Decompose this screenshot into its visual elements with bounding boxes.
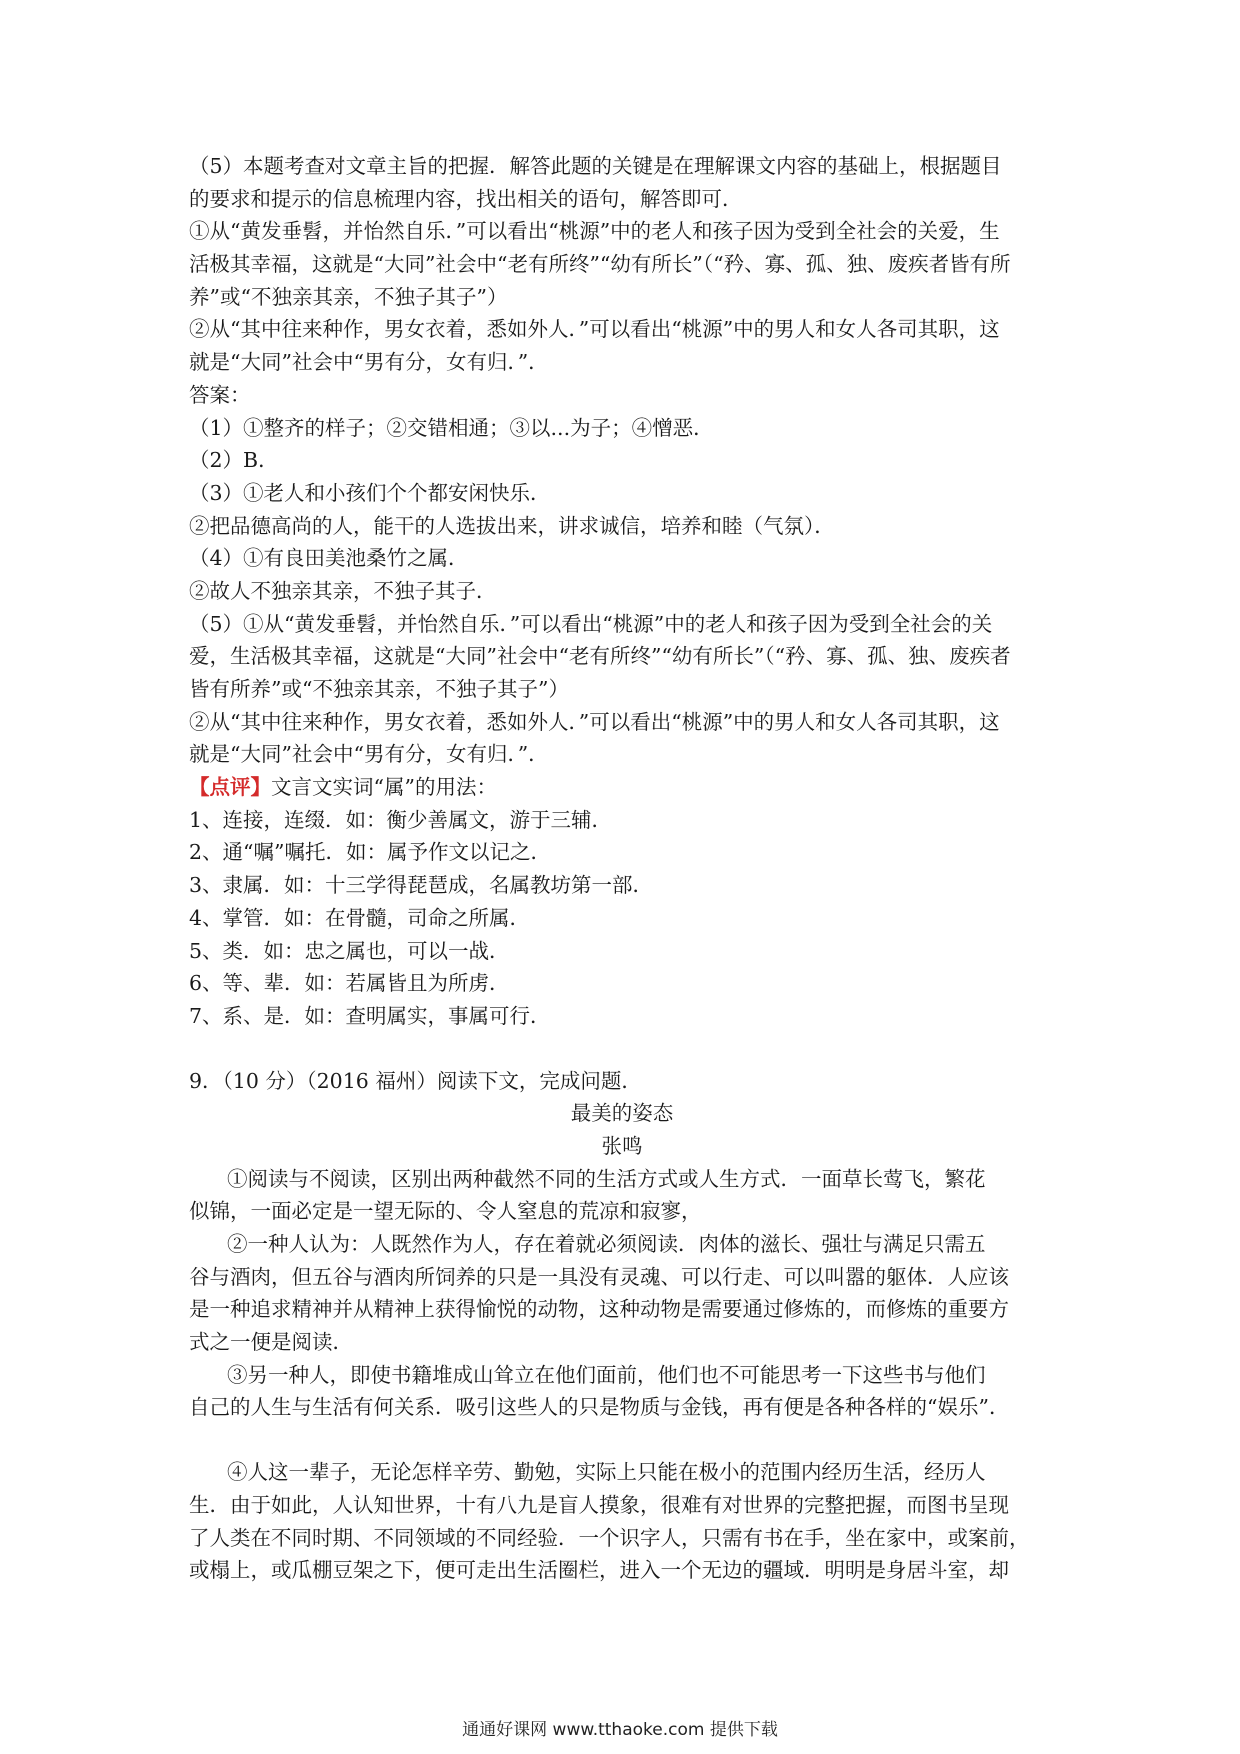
comment-item: 3、隶属．如：十三学得琵琶成，名属教坊第一部． bbox=[189, 873, 654, 898]
analysis-line: （5）本题考查对文章主旨的把握．解答此题的关键是在理解课文内容的基础上，根据题目 bbox=[189, 154, 1002, 178]
paragraph-line: 是一种追求精神并从精神上获得愉悦的动物，这种动物是需要通过修炼的，而修炼的重要方 bbox=[189, 1297, 1009, 1322]
comment-tag: 【点评】 bbox=[189, 775, 271, 800]
comment-item: 4、掌管．如：在骨髓，司命之所属． bbox=[189, 905, 531, 930]
analysis-line: 的要求和提示的信息梳理内容，找出相关的语句，解答即可． bbox=[189, 186, 743, 211]
comment-intro bbox=[189, 771, 1055, 804]
answer-line: ②从“其中往来种作，男女衣着，悉如外人．”可以看出“桃源”中的男人和女人各司其职，这 bbox=[189, 709, 1000, 734]
section-gap bbox=[189, 1033, 1055, 1065]
paragraph-line: 生．由于如此，人认知世界，十有八九是盲人摸象，很难有对世界的完整把握，而图书呈现 bbox=[189, 1492, 1009, 1517]
paragraph-line: ②一种人认为：人既然作为人，存在着就必须阅读．肉体的滋长、强壮与满足只需五 bbox=[227, 1232, 986, 1256]
paragraph-line: 了人类在不同时期、不同领域的不同经验．一个识字人，只需有书在手，坐在家中，或案前， bbox=[189, 1525, 1030, 1550]
comment-item: 6、等、辈．如：若属皆且为所虏． bbox=[189, 971, 510, 996]
answer-line: （5）①从“黄发垂髫，并怡然自乐．”可以看出“桃源”中的老人和孩子因为受到全社会的关 bbox=[189, 611, 993, 636]
answer-line: （1）①整齐的样子；②交错相通；③以...为子；④憎恶． bbox=[189, 415, 714, 440]
comment-item: 2、通“嘱”嘱托．如：属予作文以记之． bbox=[189, 840, 552, 865]
answer-line: （3）①老人和小孩们个个都安闲快乐． bbox=[189, 480, 551, 505]
paragraph-line: 似锦，一面必定是一望无际的、令人窒息的荒凉和寂寥， bbox=[189, 1199, 702, 1224]
analysis-line: 就是“大同”社会中“男有分，女有归．”． bbox=[189, 350, 549, 375]
comment-item: 5、类．如：忠之属也，可以一战． bbox=[189, 938, 510, 963]
article-author: 张鸣 bbox=[601, 1133, 643, 1158]
answer-line: 皆有所养”或“不独亲其亲，不独子其子”） bbox=[189, 677, 569, 701]
page-footer: 通通好课网 www.tthaoke.com 提供下载 bbox=[462, 1720, 778, 1740]
answer-heading: 答案： bbox=[189, 382, 251, 407]
comment-item: 7、系、是．如：查明属实，事属可行． bbox=[189, 1003, 551, 1028]
paragraph-line: ④人这一辈子，无论怎样辛劳、勤勉，实际上只能在极小的范围内经历生活，经历人 bbox=[227, 1460, 986, 1485]
analysis-line: ①从“黄发垂髫，并怡然自乐．”可以看出“桃源”中的老人和孩子因为受到全社会的关爱，生 bbox=[189, 219, 1000, 244]
answer-line: 就是“大同”社会中“男有分，女有归．”． bbox=[189, 742, 549, 767]
paragraph-line: ①阅读与不阅读，区别出两种截然不同的生活方式或人生方式．一面草长莺飞，繁花 bbox=[227, 1166, 986, 1191]
paragraph-line: ③另一种人，即使书籍堆成山耸立在他们面前，他们也不可能思考一下这些书与他们 bbox=[227, 1362, 986, 1387]
paragraph-line: 式之一便是阅读． bbox=[189, 1330, 353, 1355]
analysis-line: 活极其幸福，这就是“大同”社会中“老有所终”“幼有所长”（“矜、寡、孤、独、废疾者皆有所 bbox=[189, 252, 1011, 277]
answer-line: （4）①有良田美池桑竹之属． bbox=[189, 546, 469, 571]
paragraph-line: 或榻上，或瓜棚豆架之下，便可走出生活圈栏，进入一个无边的疆域．明明是身居斗室，却 bbox=[189, 1558, 1009, 1583]
article-title: 最美的姿态 bbox=[570, 1101, 674, 1126]
answer-line: （2）B． bbox=[189, 448, 279, 473]
answer-line: 爱，生活极其幸福，这就是“大同”社会中“老有所终”“幼有所长”（“矜、寡、孤、独、废疾者 bbox=[189, 644, 1011, 669]
document-body bbox=[189, 150, 1055, 1587]
analysis-line: ②从“其中往来种作，男女衣着，悉如外人．”可以看出“桃源”中的男人和女人各司其职，这 bbox=[189, 317, 1000, 342]
question-header: 9．（10 分）（2016 福州）阅读下文，完成问题． bbox=[189, 1068, 642, 1093]
comment-intro-text: 文言文实词“属”的用法： bbox=[271, 775, 497, 800]
answer-line: ②故人不独亲其亲，不独子其子． bbox=[189, 578, 497, 603]
paragraph-line: 谷与酒肉，但五谷与酒肉所饲养的只是一具没有灵魂、可以行走、可以叫嚣的躯体．人应该 bbox=[189, 1264, 1009, 1289]
comment-item: 1、连接，连缀．如：衡少善属文，游于三辅． bbox=[189, 807, 613, 832]
paragraph-gap bbox=[189, 1424, 1055, 1456]
paragraph-line: 自己的人生与生活有何关系．吸引这些人的只是物质与金钱，再有便是各种各样的“娱乐”． bbox=[189, 1395, 1010, 1420]
analysis-line: 养”或“不独亲其亲，不独子其子”） bbox=[189, 284, 508, 309]
answer-line: ②把品德高尚的人，能干的人选拔出来，讲求诚信，培养和睦（气氛）． bbox=[189, 513, 835, 538]
